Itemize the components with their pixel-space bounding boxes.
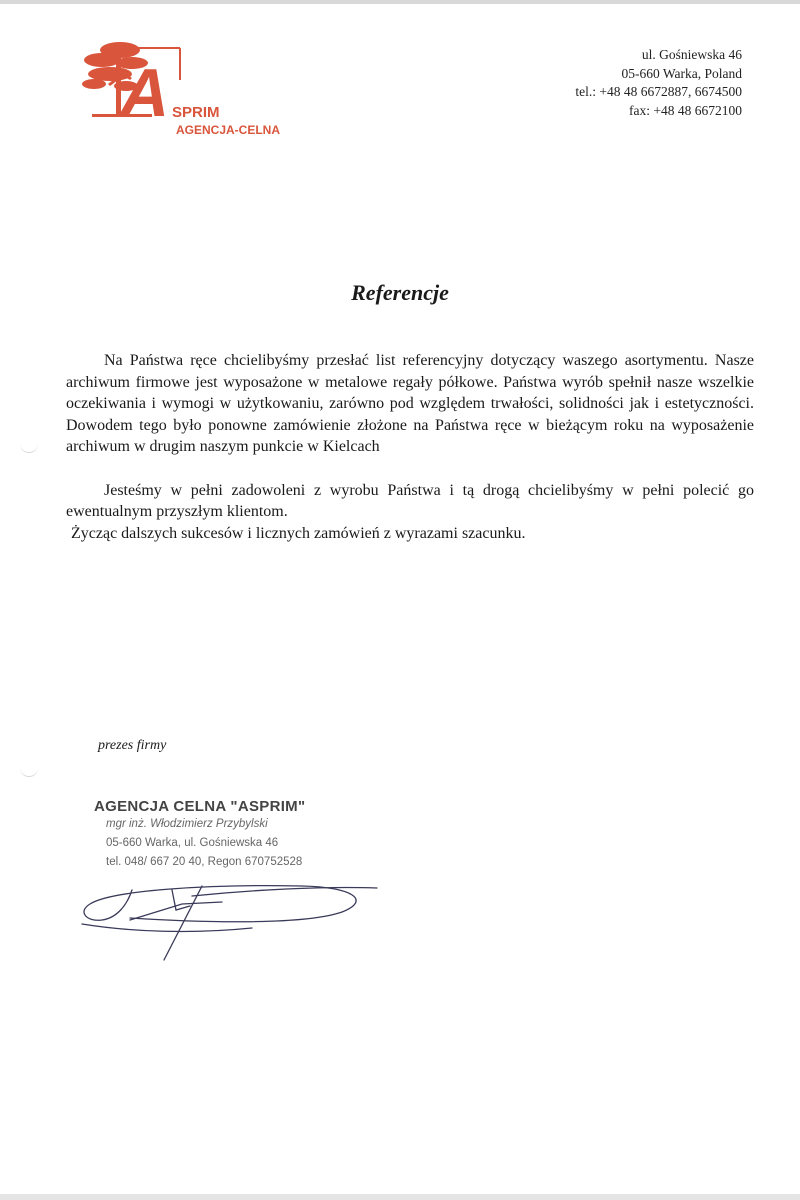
letter-body: [66, 350, 754, 544]
address-phone: tel.: +48 48 6672887, 6674500: [575, 84, 742, 99]
punch-hole-mark: [20, 764, 38, 777]
punch-hole-mark: [20, 440, 38, 453]
page-edge: [0, 0, 800, 4]
logo-text-sub: AGENCJA-CELNA: [176, 123, 280, 137]
body-paragraph-2: Jesteśmy w pełni zadowoleni z wyrobu Państwa i tą drogą chcielibyśmy w pełni polecić go ewentualnym przyszłym klientom.: [66, 481, 754, 520]
company-logo: [80, 36, 280, 140]
body-paragraph-1: Na Państwa ręce chcielibyśmy przesłać list referencyjny dotyczący waszego asortymentu. Nasze archiwum firmowe jest wyposażone w metalowe regały półkowe. Państwa wyrób spełnił nasze wszelkie oczekiwania i wymogi w użytkowaniu, zarówno pod względem trwałości, solidności jak i estetyczności. Dowodem tego było ponowne zamówienie złożone na Państwa ręce w bieżącym roku na wyposażenie archiwum w drugim naszym punkcie w Kielcach: [66, 352, 754, 455]
stamp-contact: tel. 048/ 667 20 40, Regon 670752528: [106, 856, 303, 868]
address-street: ul. Gośniewska 46: [641, 47, 742, 62]
address-fax: fax: +48 48 6672100: [629, 102, 742, 118]
stamp-person: mgr inż. Włodzimierz Przybylski: [106, 818, 268, 830]
address-city: 05-660 Warka, Poland: [621, 65, 742, 81]
closing-role: prezes firmy: [98, 738, 167, 753]
logo-text-main: SPRIM: [172, 104, 220, 121]
stamp-address: 05-660 Warka, ul. Gośniewska 46: [106, 837, 279, 849]
handwritten-signature: [72, 860, 392, 970]
sender-address: [575, 46, 742, 120]
logo-graphic: [80, 36, 280, 140]
logo-letter: A: [120, 55, 170, 131]
document-title: Referencje: [351, 280, 449, 305]
stamp-title: AGENCJA CELNA "ASPRIM": [94, 798, 306, 815]
body-paragraph-3: Życząc dalszych sukcesów i licznych zamówień z wyrazami szacunku.: [71, 524, 526, 542]
page-edge: [0, 1194, 800, 1200]
